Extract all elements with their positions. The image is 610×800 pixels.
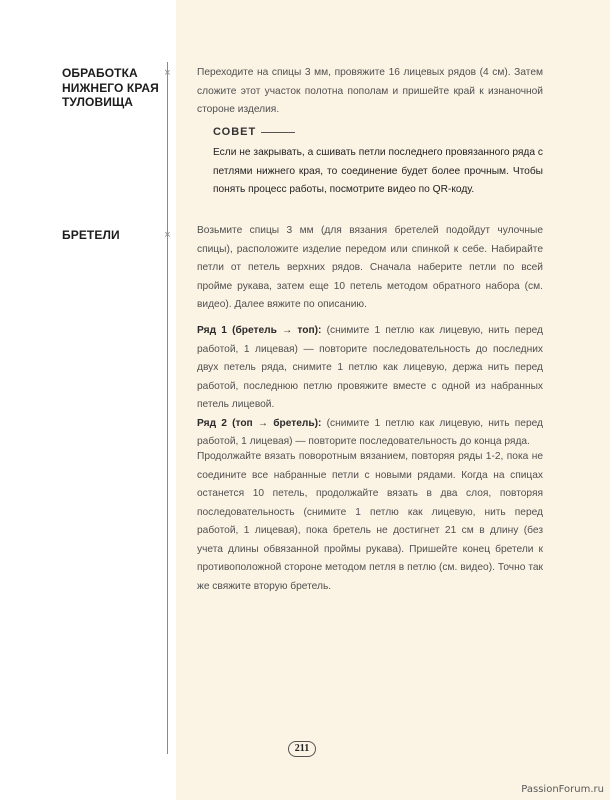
straps-intro: Возьмите спицы 3 мм (для вязания бретелей подойдут чулочные спицы), расположите изделие передом или спинкой к себе. Набирайте петли от петель верхних рядов. Сначала наберите петли по всей пройме рукава, затем еще 10 петель методом обратного набора (см. видео). Далее вяжите по описанию. [197, 225, 543, 310]
row1-label: Ряд 1 (бретель → топ): [197, 325, 322, 336]
tip-body: Если не закрывать, а сшивать петли последнего провязанного ряда с петлями нижнего края, то соединение будет более прочным. Чтобы понять процесс работы, посмотрите видео по QR-коду. [213, 147, 543, 195]
section1-paragraph: Переходите на спицы 3 мм, провяжите 16 лицевых рядов (4 см). Затем сложите этот участок полотна пополам и пришейте край к изнаночной стороне изделия. [197, 67, 543, 115]
section-heading-bottom-edge [62, 66, 162, 110]
row2-label: Ряд 2 (топ → бретель): [197, 417, 322, 429]
tip-title [213, 126, 295, 138]
row1-text: (снимите 1 петлю как лицевую, нить перед работой, 1 лицевая) — повторите последовательность до последних двух петель ряда, снимите 1 петлю как лицевую, держа нить перед работой, последнюю петлю провяжите вместе с одной из набранных петель лицевой. [197, 325, 543, 410]
row-instructions [197, 322, 543, 452]
cross-marker-icon: × [164, 67, 171, 79]
tip-title-text: СОВЕТ [213, 126, 257, 138]
watermark: PassionForum.ru [521, 784, 604, 795]
heading-line: НИЖНЕГО КРАЯ [62, 80, 159, 95]
tip-rule [261, 132, 295, 133]
page-number: 211 [288, 741, 316, 757]
heading-line: ТУЛОВИЩА [62, 95, 134, 109]
row2-text: (снимите 1 петлю как лицевую, нить перед работой, 1 лицевая) — повторите последовательность до конца ряда. [197, 417, 543, 447]
section-heading-straps: БРЕТЕЛИ [62, 228, 120, 242]
vertical-divider [167, 62, 168, 754]
cross-marker-icon: × [164, 229, 171, 241]
straps-final-paragraph: Продолжайте вязать поворотным вязанием, повторяя ряды 1‑2, пока не соедините все набранные петли с новыми рядами. Когда на спицах останется 10 петель, продолжайте вязать в два слоя, повторяя последовательность (снимите 1 петлю как лицевую, нить перед работой, 1 лицевая), пока бретель не достигнет 21 см в длину (без учета длины обвязанной проймы рукава). Пришейте конец бретели к противоположной стороне методом петля в петлю (см. видео). Точно так же свяжите вторую бретель. [197, 451, 543, 592]
heading-line: ОБРАБОТКА [62, 66, 138, 80]
